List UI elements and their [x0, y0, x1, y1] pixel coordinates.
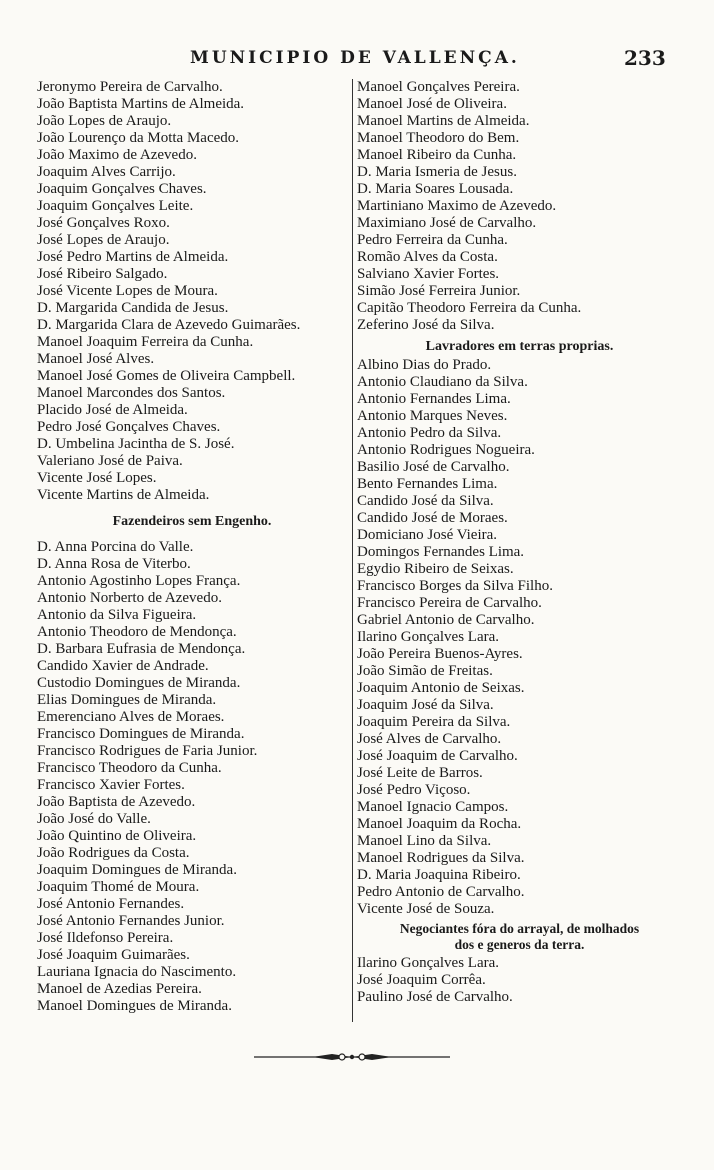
name-entry: Francisco Rodrigues de Faria Junior.	[37, 743, 258, 759]
name-entry: Antonio Theodoro de Mendonça.	[37, 624, 237, 640]
name-entry: José Leite de Barros.	[357, 765, 483, 781]
name-entry: Manoel Theodoro do Bem.	[357, 130, 520, 146]
name-entry: José Antonio Fernandes.	[37, 896, 185, 912]
name-entry: Valeriano José de Paiva.	[37, 453, 183, 469]
name-entry: João Simão de Freitas.	[357, 663, 493, 679]
left-name-list	[37, 79, 347, 504]
name-entry: Francisco Domingues de Miranda.	[37, 726, 245, 742]
name-entry: Basilio José de Carvalho.	[357, 459, 510, 475]
name-entry: José Alves de Carvalho.	[357, 731, 502, 747]
name-entry: José Pedro Martins de Almeida.	[37, 249, 229, 265]
name-entry: Antonio Rodrigues Nogueira.	[357, 442, 535, 458]
left-column	[37, 79, 347, 1015]
name-entry: Salviano Xavier Fortes.	[357, 266, 500, 282]
section-heading-fazendeiros: Fazendeiros sem Engenho.	[112, 514, 272, 529]
name-entry: Zeferino José da Silva.	[357, 317, 495, 333]
name-entry: João Rodrigues da Costa.	[37, 845, 190, 861]
name-entry: Ilarino Gonçalves Lara.	[357, 955, 500, 971]
name-entry: Maximiano José de Carvalho.	[357, 215, 537, 231]
name-entry: Joaquim Pereira da Silva.	[357, 714, 511, 730]
name-entry: Domiciano José Vieira.	[357, 527, 498, 543]
name-entry: Antonio Marques Neves.	[357, 408, 508, 424]
lavradores-list	[357, 357, 682, 918]
name-entry: Pedro Ferreira da Cunha.	[357, 232, 508, 248]
name-entry: Vicente José de Souza.	[357, 901, 495, 917]
name-entry: José Ribeiro Salgado.	[37, 266, 168, 282]
name-entry: D. Anna Porcina do Valle.	[37, 539, 194, 555]
name-entry: Manoel de Azedias Pereira.	[37, 981, 202, 997]
name-entry: Francisco Pereira de Carvalho.	[357, 595, 542, 611]
ornamental-rule-icon	[252, 1050, 452, 1064]
name-entry: João Baptista Martins de Almeida.	[37, 96, 245, 112]
name-entry: D. Maria Ismeria de Jesus.	[357, 164, 517, 180]
name-entry: Manoel Joaquim da Rocha.	[357, 816, 522, 832]
right-column	[352, 79, 682, 1022]
name-entry: D. Umbelina Jacintha de S. José.	[37, 436, 235, 452]
name-entry: D. Maria Joaquina Ribeiro.	[357, 867, 521, 883]
name-entry: José Joaquim Corrêa.	[357, 972, 486, 988]
name-entry: José Joaquim Guimarães.	[37, 947, 190, 963]
name-entry: José Gonçalves Roxo.	[37, 215, 170, 231]
name-entry: Candido Xavier de Andrade.	[37, 658, 209, 674]
name-entry: Domingos Fernandes Lima.	[357, 544, 525, 560]
name-entry: Pedro Antonio de Carvalho.	[357, 884, 525, 900]
name-entry: D. Margarida Candida de Jesus.	[37, 300, 229, 316]
name-entry: Antonio Claudiano da Silva.	[357, 374, 528, 390]
name-entry: Antonio da Silva Figueira.	[37, 607, 197, 623]
name-entry: Joaquim Gonçalves Leite.	[37, 198, 194, 214]
name-entry: Lauriana Ignacia do Nascimento.	[37, 964, 237, 980]
name-entry: Francisco Xavier Fortes.	[37, 777, 185, 793]
name-entry: José Antonio Fernandes Junior.	[37, 913, 225, 929]
name-entry: D. Maria Soares Lousada.	[357, 181, 514, 197]
name-entry: Manoel José Gomes de Oliveira Campbell.	[37, 368, 296, 384]
right-name-list	[357, 79, 682, 334]
name-entry: Manoel Ribeiro da Cunha.	[357, 147, 517, 163]
name-entry: Pedro José Gonçalves Chaves.	[37, 419, 221, 435]
name-entry: Vicente José Lopes.	[37, 470, 157, 486]
name-entry: Bento Fernandes Lima.	[357, 476, 498, 492]
name-entry: Ilarino Gonçalves Lara.	[357, 629, 500, 645]
name-entry: Antonio Fernandes Lima.	[357, 391, 511, 407]
name-entry: João Lourenço da Motta Macedo.	[37, 130, 240, 146]
section-heading-negociantes	[357, 921, 682, 953]
negociantes-heading-line-1: Negociantes fóra do arrayal, de molhados	[399, 921, 640, 936]
name-entry: João Lopes de Araujo.	[37, 113, 172, 129]
page-number: 233	[624, 46, 666, 70]
name-entry: Manoel Martins de Almeida.	[357, 113, 530, 129]
name-entry: Emerenciano Alves de Moraes.	[37, 709, 225, 725]
name-entry: Antonio Norberto de Azevedo.	[37, 590, 222, 606]
name-entry: Joaquim Gonçalves Chaves.	[37, 181, 207, 197]
page-title: MUNICIPIO DE VALLENÇA.	[190, 48, 520, 68]
name-entry: D. Margarida Clara de Azevedo Guimarães.	[37, 317, 301, 333]
name-entry: D. Anna Rosa de Viterbo.	[37, 556, 191, 572]
name-entry: Jeronymo Pereira de Carvalho.	[37, 79, 223, 95]
name-entry: Joaquim Alves Carrijo.	[37, 164, 176, 180]
name-entry: Manoel Domingues de Miranda.	[37, 998, 232, 1014]
name-entry: Romão Alves da Costa.	[357, 249, 498, 265]
name-entry: Candido José da Silva.	[357, 493, 494, 509]
name-entry: João Quintino de Oliveira.	[37, 828, 197, 844]
name-entry: Vicente Martins de Almeida.	[37, 487, 210, 503]
name-entry: Martiniano Maximo de Azevedo.	[357, 198, 557, 214]
fazendeiros-list	[37, 539, 347, 1015]
name-entry: Manoel Gonçalves Pereira.	[357, 79, 520, 95]
name-entry: José Lopes de Araujo.	[37, 232, 170, 248]
name-entry: Manoel Ignacio Campos.	[357, 799, 509, 815]
name-entry: José Joaquim de Carvalho.	[357, 748, 518, 764]
name-entry: Custodio Domingues de Miranda.	[37, 675, 241, 691]
negociantes-heading-line-2: dos e generos da terra.	[454, 937, 585, 952]
name-entry: Simão José Ferreira Junior.	[357, 283, 521, 299]
name-entry: D. Barbara Eufrasia de Mendonça.	[37, 641, 246, 657]
name-entry: Gabriel Antonio de Carvalho.	[357, 612, 535, 628]
name-entry: Candido José de Moraes.	[357, 510, 508, 526]
name-entry: Joaquim Antonio de Seixas.	[357, 680, 525, 696]
name-entry: Capitão Theodoro Ferreira da Cunha.	[357, 300, 582, 316]
name-entry: Joaquim Thomé de Moura.	[37, 879, 200, 895]
name-entry: Paulino José de Carvalho.	[357, 989, 513, 1005]
name-entry: José Pedro Viçoso.	[357, 782, 471, 798]
name-entry: Joaquim Domingues de Miranda.	[37, 862, 237, 878]
page-header	[0, 48, 714, 74]
name-entry: João Baptista de Azevedo.	[37, 794, 196, 810]
name-entry: José Ildefonso Pereira.	[37, 930, 174, 946]
name-entry: Elias Domingues de Miranda.	[37, 692, 217, 708]
name-entry: João Maximo de Azevedo.	[37, 147, 197, 163]
name-entry: Albino Dias do Prado.	[357, 357, 492, 373]
section-heading-lavradores: Lavradores em terras proprias.	[425, 339, 614, 354]
name-entry: Manoel José Alves.	[37, 351, 155, 367]
name-entry: Manoel José de Oliveira.	[357, 96, 507, 112]
name-entry: Manoel Rodrigues da Silva.	[357, 850, 525, 866]
name-entry: Antonio Agostinho Lopes França.	[37, 573, 241, 589]
name-entry: João Pereira Buenos-Ayres.	[357, 646, 523, 662]
name-entry: Manoel Marcondes dos Santos.	[37, 385, 226, 401]
name-entry: Francisco Borges da Silva Filho.	[357, 578, 553, 594]
name-entry: Manoel Joaquim Ferreira da Cunha.	[37, 334, 254, 350]
name-entry: Antonio Pedro da Silva.	[357, 425, 502, 441]
name-entry: Manoel Lino da Silva.	[357, 833, 492, 849]
name-entry: José Vicente Lopes de Moura.	[37, 283, 218, 299]
name-entry: João José do Valle.	[37, 811, 151, 827]
name-entry: Egydio Ribeiro de Seixas.	[357, 561, 514, 577]
name-entry: Joaquim José da Silva.	[357, 697, 494, 713]
name-entry: Placido José de Almeida.	[37, 402, 188, 418]
negociantes-list	[357, 955, 682, 1006]
name-entry: Francisco Theodoro da Cunha.	[37, 760, 222, 776]
